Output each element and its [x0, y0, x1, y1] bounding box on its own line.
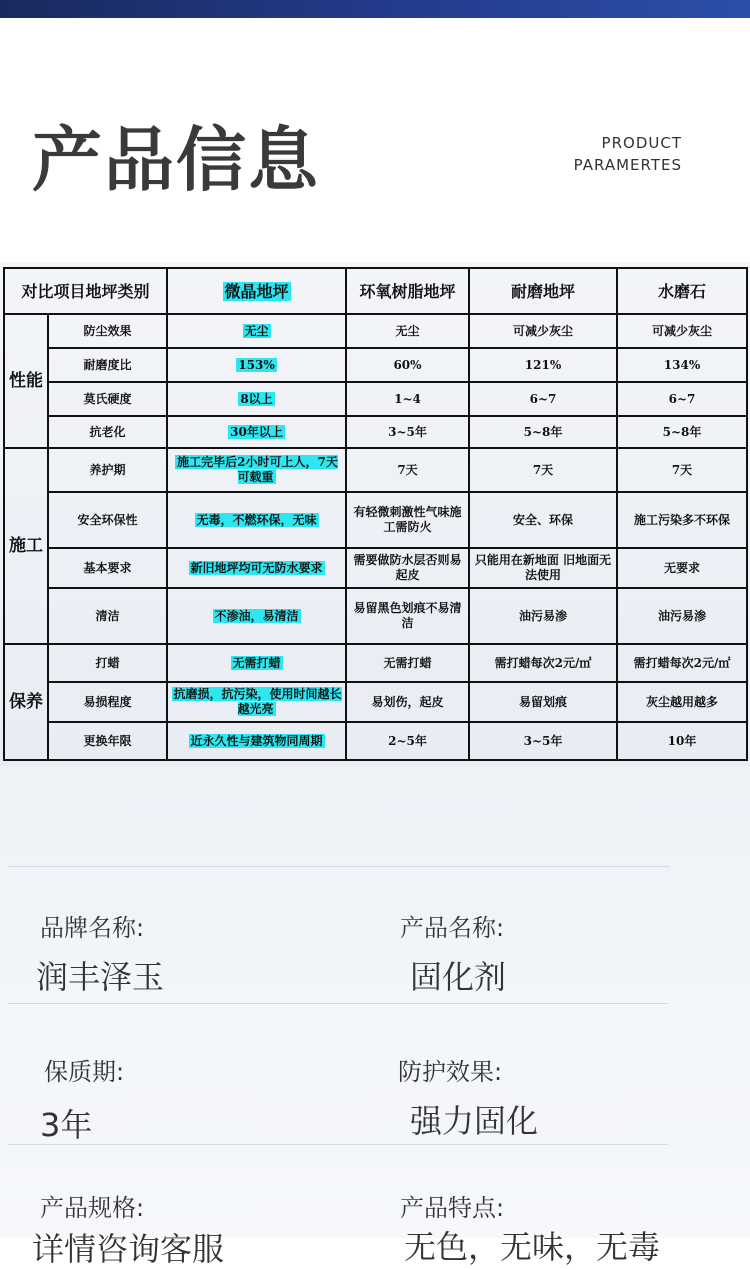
table-cell: 需打蜡每次2元/㎡ [469, 644, 617, 682]
table-cell: 无尘 [167, 314, 346, 348]
table-row [4, 492, 747, 548]
shelf-life-value: 3年 [40, 1106, 93, 1144]
table-row [4, 416, 747, 448]
table-row [4, 382, 747, 416]
table-cell: 油污易渗 [617, 588, 747, 644]
row-label: 养护期 [48, 448, 167, 492]
table-cell: 153% [167, 348, 346, 382]
table-row [4, 644, 747, 682]
table-cell: 需打蜡每次2元/㎡ [617, 644, 747, 682]
brand-label: 品牌名称: [40, 914, 145, 942]
row-label: 更换年限 [48, 722, 167, 760]
table-cell: 新旧地坪均可无防水要求 [167, 548, 346, 588]
divider [8, 866, 670, 867]
row-label: 基本要求 [48, 548, 167, 588]
group-label: 施工 [4, 448, 48, 644]
table-cell: 施工污染多不环保 [617, 492, 747, 548]
table-cell: 安全、环保 [469, 492, 617, 548]
table-cell: 无尘 [346, 314, 469, 348]
header-cell: 水磨石 [617, 268, 747, 314]
divider [8, 1144, 668, 1145]
protection-effect-label: 防护效果: [398, 1058, 503, 1086]
table-cell: 3~5年 [469, 722, 617, 760]
table-cell: 2~5年 [346, 722, 469, 760]
spec-label: 产品规格: [40, 1194, 145, 1222]
page-subtitle [574, 132, 682, 176]
table-row [4, 548, 747, 588]
feature-value: 无色，无味，无毒 [404, 1228, 661, 1266]
group-label: 性能 [4, 314, 48, 448]
table-row [4, 448, 747, 492]
table-cell: 6~7 [469, 382, 617, 416]
table-cell: 无毒，不燃环保，无味 [167, 492, 346, 548]
table-cell: 易划伤，起皮 [346, 682, 469, 722]
row-label: 易损程度 [48, 682, 167, 722]
table-cell: 6~7 [617, 382, 747, 416]
row-label: 安全环保性 [48, 492, 167, 548]
table-cell: 3~5年 [346, 416, 469, 448]
table-cell: 可减少灰尘 [469, 314, 617, 348]
product-info-panel [0, 766, 750, 1268]
table-cell: 施工完毕后2小时可上人，7天可载重 [167, 448, 346, 492]
table-cell: 易留黑色划痕不易清洁 [346, 588, 469, 644]
table-cell: 需要做防水层否则易起皮 [346, 548, 469, 588]
subtitle-line-1: PRODUCT [601, 134, 682, 152]
table-cell: 121% [469, 348, 617, 382]
table-cell: 无需打蜡 [346, 644, 469, 682]
table-cell: 无要求 [617, 548, 747, 588]
table-cell: 1~4 [346, 382, 469, 416]
row-label: 清洁 [48, 588, 167, 644]
table-row [4, 314, 747, 348]
table-cell: 7天 [617, 448, 747, 492]
row-label: 耐磨度比 [48, 348, 167, 382]
table-cell: 不渗油，易清洁 [167, 588, 346, 644]
table-row [4, 348, 747, 382]
product-name-label: 产品名称: [400, 914, 505, 942]
comparison-table-panel [0, 262, 750, 766]
row-label: 莫氏硬度 [48, 382, 167, 416]
table-cell: 10年 [617, 722, 747, 760]
table-cell: 油污易渗 [469, 588, 617, 644]
table-cell: 5~8年 [617, 416, 747, 448]
table-cell: 60% [346, 348, 469, 382]
table-cell: 易留划痕 [469, 682, 617, 722]
table-row [4, 682, 747, 722]
table-cell: 灰尘越用越多 [617, 682, 747, 722]
table-cell: 30年以上 [167, 416, 346, 448]
divider [8, 1003, 668, 1004]
row-label: 抗老化 [48, 416, 167, 448]
table-cell: 可减少灰尘 [617, 314, 747, 348]
table-row [4, 588, 747, 644]
subtitle-line-2: PARAMERTES [573, 156, 682, 174]
feature-label: 产品特点: [400, 1194, 505, 1222]
table-cell: 134% [617, 348, 747, 382]
table-header-row [4, 268, 747, 314]
header-cell: 环氧树脂地坪 [346, 268, 469, 314]
table-row [4, 722, 747, 760]
table-cell: 5~8年 [469, 416, 617, 448]
table-cell: 无需打蜡 [167, 644, 346, 682]
row-label: 打蜡 [48, 644, 167, 682]
table-cell: 7天 [346, 448, 469, 492]
product-name-value: 固化剂 [410, 958, 507, 996]
header-cell: 耐磨地坪 [469, 268, 617, 314]
header-cell: 对比项目地坪类别 [4, 268, 167, 314]
page-title: 产品信息 [32, 119, 320, 201]
table-cell: 8以上 [167, 382, 346, 416]
shelf-life-label: 保质期: [44, 1058, 125, 1086]
protection-effect-value: 强力固化 [410, 1102, 539, 1140]
brand-value: 润丰泽玉 [36, 958, 165, 996]
comparison-table [3, 267, 748, 761]
top-banner-bar [0, 0, 750, 18]
row-label: 防尘效果 [48, 314, 167, 348]
table-cell: 近永久性与建筑物同周期 [167, 722, 346, 760]
table-cell: 只能用在新地面 旧地面无法使用 [469, 548, 617, 588]
table-cell: 抗磨损，抗污染，使用时间越长越光亮 [167, 682, 346, 722]
table-cell: 有轻微刺激性气味施工需防火 [346, 492, 469, 548]
spec-value: 详情咨询客服 [32, 1230, 225, 1268]
group-label: 保养 [4, 644, 48, 760]
table-cell: 7天 [469, 448, 617, 492]
header-cell: 微晶地坪 [167, 268, 346, 314]
